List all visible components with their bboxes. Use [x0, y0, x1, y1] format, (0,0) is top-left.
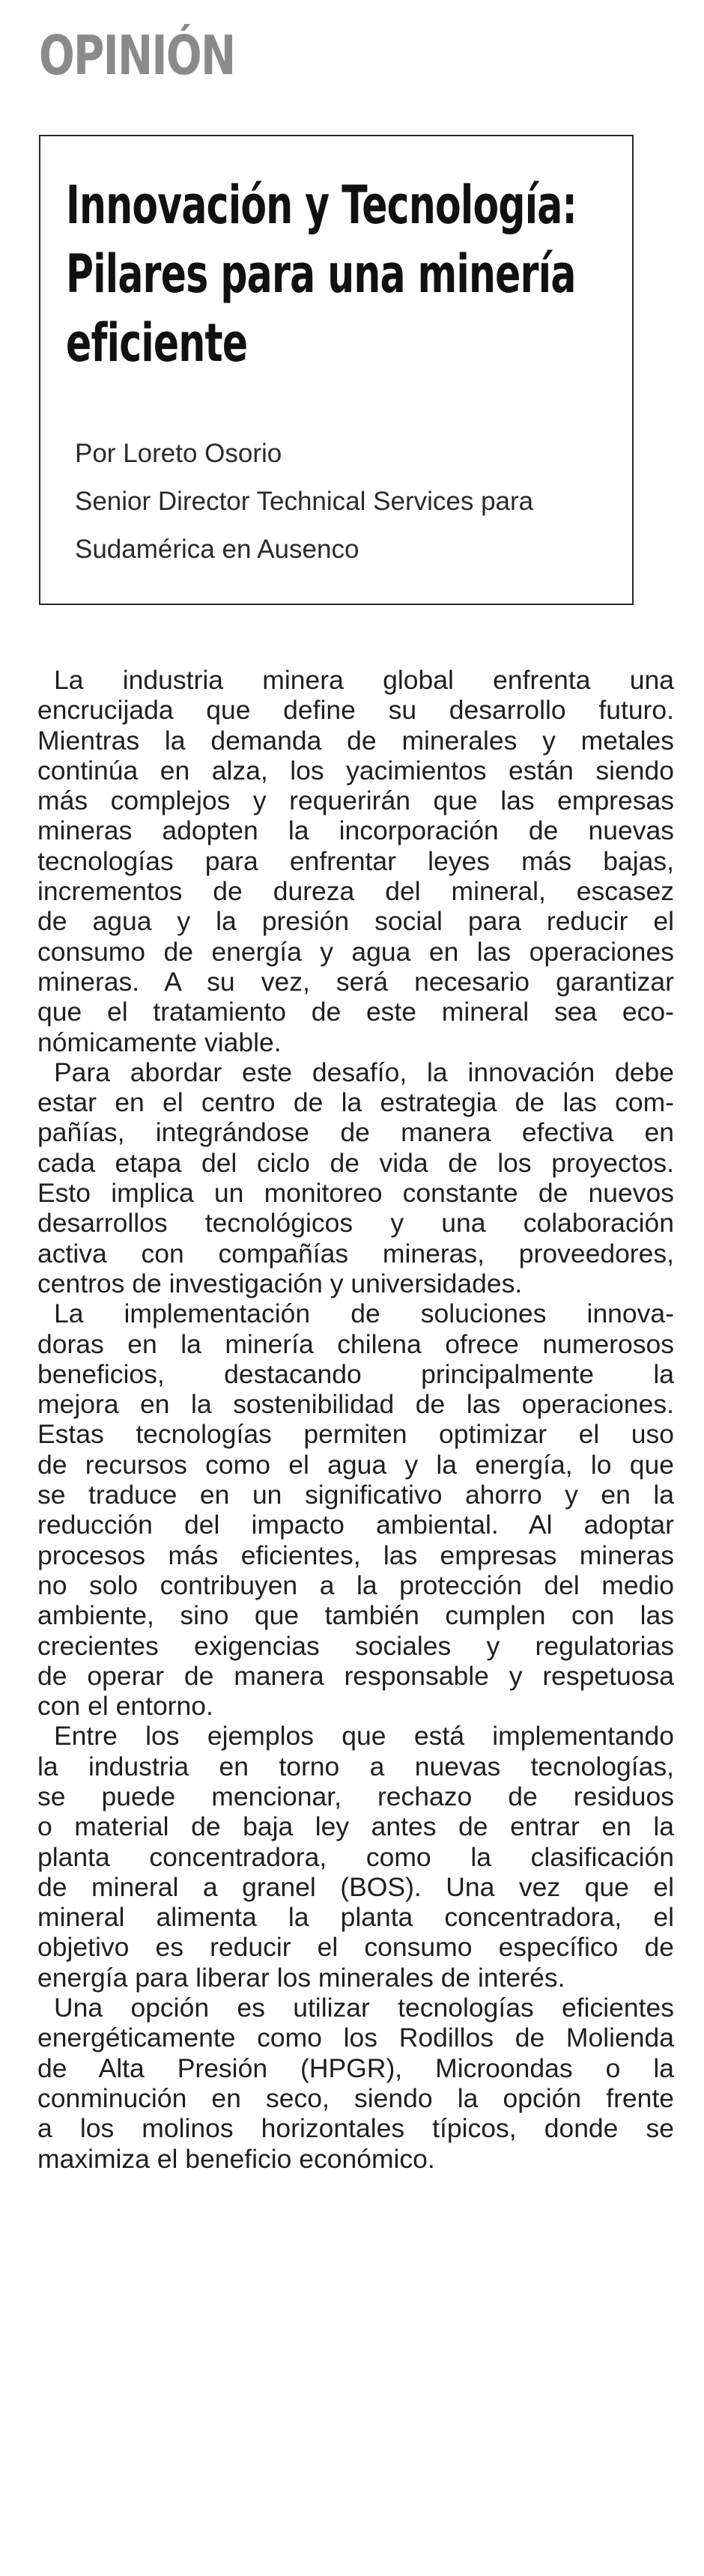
paragraph-line: ambiente, sino que también cumplen con las — [37, 1600, 674, 1631]
paragraph-line: planta concentradora, como la clasificación — [37, 1841, 674, 1872]
paragraph-line: objetivo es reducir el consumo específico de — [37, 1932, 674, 1963]
article-headline — [66, 171, 595, 377]
article-paragraph — [37, 1721, 674, 1993]
paragraph-line: de operar de manera responsable y respetuosa — [37, 1660, 674, 1691]
paragraph-line: centros de investigación y universidades. — [37, 1268, 523, 1298]
paragraph-line: pañías, integrándose de manera efectiva en — [37, 1117, 674, 1148]
paragraph-line: consumo de energía y agua en las operaciones — [37, 936, 674, 967]
paragraph-line: maximiza el beneficio económico. — [37, 2143, 435, 2174]
paragraph-line: Estas tecnologías permiten optimizar el uso — [37, 1419, 674, 1450]
paragraph-line: beneficios, destacando principalmente la — [37, 1358, 674, 1389]
paragraph-line: nómicamente viable. — [37, 1027, 282, 1057]
paragraph-line: encrucijada que define su desarrollo futuro. — [37, 695, 674, 726]
paragraph-line: Una opción es utilizar tecnologías eficientes — [54, 1993, 674, 2023]
paragraph-line: de mineral a granel (BOS). Una vez que el — [37, 1871, 674, 1902]
paragraph-line: continúa en alza, los yacimientos están siendo — [37, 755, 674, 786]
paragraph-line: procesos más eficientes, las empresas mineras — [37, 1540, 674, 1570]
article-paragraph — [37, 1993, 674, 2174]
paragraph-line: de Alta Presión (HPGR), Microondas o la — [37, 2053, 674, 2083]
paragraph-line: con el entorno. — [37, 1691, 213, 1722]
paragraph-line: más complejos y requerirán que las empresas — [37, 786, 674, 816]
byline — [75, 430, 533, 574]
paragraph-line: mineras. A su vez, será necesario garantizar — [37, 966, 674, 997]
paragraph-line: cada etapa del ciclo de vida de los proyectos. — [37, 1147, 674, 1178]
paragraph-line: mineras adopten la incorporación de nuevas — [37, 815, 674, 846]
paragraph-line: desarrollos tecnológicos y una colaboración — [37, 1208, 674, 1239]
paragraph-line: tecnologías para enfrentar leyes más bajas, — [37, 845, 674, 876]
paragraph-line: incrementos de dureza del mineral, escasez — [37, 876, 674, 907]
paragraph-line: Mientras la demanda de minerales y metales — [37, 725, 674, 756]
paragraph-line: no solo contribuyen a la protección del medio — [37, 1570, 674, 1600]
paragraph-line: a los molinos horizontales típicos, donde se — [37, 2113, 674, 2144]
paragraph-line: o material de baja ley antes de entrar en la — [37, 1811, 674, 1842]
paragraph-line: Entre los ejemplos que está implementando — [54, 1721, 674, 1752]
author-company: Sudamérica en Ausenco — [75, 535, 359, 564]
article-paragraph — [37, 1298, 674, 1721]
headline-line: eficiente — [66, 312, 248, 374]
paragraph-line: energéticamente como los Rodillos de Molienda — [37, 2023, 674, 2053]
paragraph-line: Esto implica un monitoreo constante de nuevos — [37, 1178, 674, 1209]
paragraph-line: la industria en torno a nuevas tecnologías, — [37, 1751, 674, 1781]
article-paragraph — [37, 665, 674, 1057]
paragraph-line: activa con compañías mineras, proveedores, — [37, 1238, 674, 1269]
paragraph-line: que el tratamiento de este mineral sea eco- — [37, 997, 674, 1027]
section-label: OPINIÓN — [39, 24, 235, 87]
paragraph-line: crecientes exigencias sociales y regulatorias — [37, 1630, 674, 1661]
headline-line: Innovación y Tecnología: — [66, 174, 577, 236]
article-body — [37, 665, 674, 2174]
paragraph-line: energía para liberar los minerales de interés. — [37, 1962, 565, 1993]
paragraph-line: estar en el centro de la estrategia de las com- — [37, 1087, 674, 1118]
paragraph-line: doras en la minería chilena ofrece numerosos — [37, 1328, 674, 1359]
article-paragraph — [37, 1057, 674, 1298]
paragraph-line: La implementación de soluciones innova- — [54, 1298, 674, 1329]
paragraph-line: mineral alimenta la planta concentradora, el — [37, 1902, 674, 1933]
paragraph-line: de agua y la presión social para reducir el — [37, 906, 674, 937]
paragraph-line: conminución en seco, siendo la opción frente — [37, 2083, 674, 2113]
paragraph-line: La industria minera global enfrenta una — [54, 665, 674, 695]
paragraph-line: Para abordar este desafío, la innovación debe — [54, 1057, 674, 1087]
paragraph-line: se puede mencionar, rechazo de residuos — [37, 1781, 674, 1811]
paragraph-line: mejora en la sostenibilidad de las operaciones. — [37, 1389, 674, 1420]
author-name: Por Loreto Osorio — [75, 439, 282, 468]
article-header-box — [39, 135, 634, 605]
paragraph-line: se traduce en un significativo ahorro y en la — [37, 1480, 674, 1510]
paragraph-line: de recursos como el agua y la energía, lo que — [37, 1449, 674, 1480]
headline-line: Pilares para una minería — [66, 243, 576, 305]
paragraph-line: reducción del impacto ambiental. Al adoptar — [37, 1510, 674, 1540]
author-title: Senior Director Technical Services para — [75, 487, 534, 516]
